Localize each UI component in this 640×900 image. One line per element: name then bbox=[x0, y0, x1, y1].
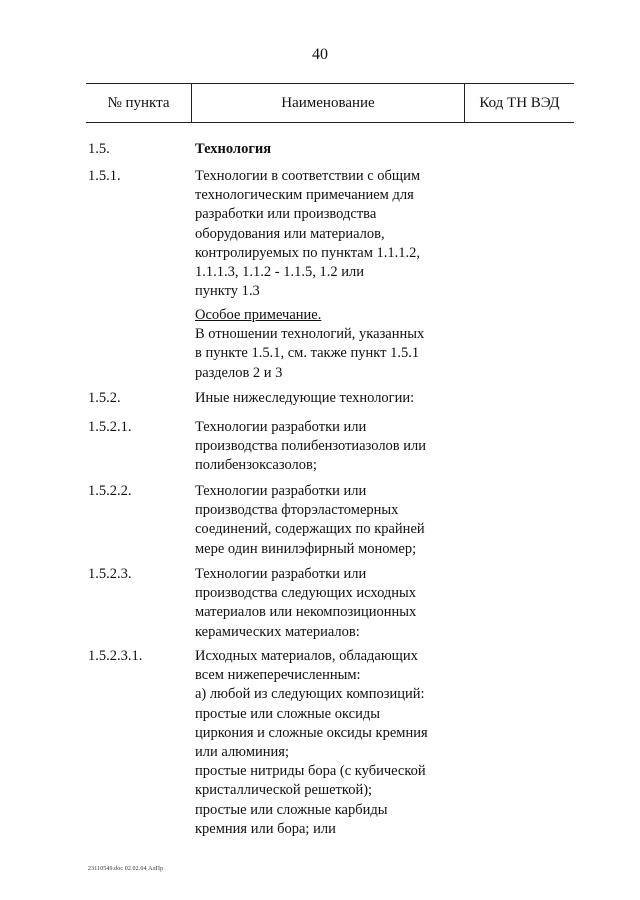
item-text-line: Технология bbox=[195, 141, 272, 157]
item-number: 1.5.1. bbox=[88, 168, 121, 184]
item-text-line: оборудования или материалов, bbox=[195, 225, 385, 242]
item-name bbox=[195, 418, 460, 476]
item-name bbox=[195, 565, 460, 642]
item-text-line: всем нижеперечисленным: bbox=[195, 667, 361, 684]
item-number: 1.5.2.3.1. bbox=[88, 648, 143, 664]
header-code-column: Код ТН ВЭД bbox=[479, 94, 560, 111]
item-text-line: циркония и сложные оксиды кремния bbox=[195, 724, 428, 741]
item-text-line: или алюминия; bbox=[195, 744, 289, 761]
item-number: 1.5.2.1. bbox=[88, 419, 132, 435]
item-text-line: простые или сложные карбиды bbox=[195, 801, 388, 818]
special-note-heading: Особое примечание. bbox=[195, 307, 322, 323]
item-text-line: контролируемых по пунктам 1.1.1.2, bbox=[195, 244, 420, 261]
item-text-line: керамических материалов: bbox=[195, 623, 360, 640]
item-text-line: материалов или некомпозиционных bbox=[195, 604, 417, 621]
header-name-column: Наименование bbox=[191, 84, 465, 122]
item-text-line: мере один винилэфирный мономер; bbox=[195, 540, 417, 557]
item-text-line: В отношении технологий, указанных bbox=[195, 326, 425, 343]
item-text-line: технологическим примечанием для bbox=[195, 187, 414, 204]
item-number: 1.5. bbox=[88, 141, 110, 157]
item-name bbox=[195, 167, 460, 301]
header-number-column: № пункта bbox=[107, 94, 170, 111]
item-text-line: простые нитриды бора (с кубической bbox=[195, 763, 426, 780]
item-text-line: соединений, содержащих по крайней bbox=[195, 521, 425, 538]
item-text-line: 1.1.1.3, 1.1.2 - 1.1.5, 1.2 или bbox=[195, 264, 364, 281]
item-name bbox=[195, 482, 460, 559]
item-text-line: пункту 1.3 bbox=[195, 283, 260, 300]
item-text-line: производства фторэластомерных bbox=[195, 502, 399, 519]
item-text-line: Технологии разработки или bbox=[195, 483, 367, 499]
item-number: 1.5.2.3. bbox=[88, 566, 132, 582]
item-number: 1.5.2.2. bbox=[88, 483, 132, 499]
item-text-line: Технологии разработки или bbox=[195, 419, 367, 435]
item-text-line: кристаллической решеткой); bbox=[195, 782, 373, 799]
item-text-line: производства полибензотиазолов или bbox=[195, 438, 427, 455]
item-number: 1.5.2. bbox=[88, 390, 121, 406]
item-name bbox=[195, 306, 460, 383]
page-number: 40 bbox=[312, 46, 328, 63]
item-name bbox=[195, 140, 460, 159]
item-text-line: производства следующих исходных bbox=[195, 585, 417, 602]
item-text-line: а) любой из следующих композиций: bbox=[195, 686, 425, 703]
item-text-line: разработки или производства bbox=[195, 206, 377, 223]
item-text-line: Технологии разработки или bbox=[195, 566, 367, 582]
item-text-line: кремния или бора; или bbox=[195, 820, 336, 837]
item-text-line: простые или сложные оксиды bbox=[195, 705, 380, 722]
item-name bbox=[195, 389, 460, 408]
footer-file-reference: 23110549.doc 02.02.04 АлПр bbox=[88, 866, 164, 872]
item-text-line: Иные нижеследующие технологии: bbox=[195, 390, 415, 406]
item-text-line: Технологии в соответствии с общим bbox=[195, 168, 421, 184]
item-text-line: в пункте 1.5.1, см. также пункт 1.5.1 bbox=[195, 345, 420, 362]
item-text-line: Исходных материалов, обладающих bbox=[195, 648, 418, 664]
item-text-line: полибензоксазолов; bbox=[195, 457, 317, 474]
item-name bbox=[195, 647, 460, 839]
item-text-line: разделов 2 и 3 bbox=[195, 364, 283, 381]
